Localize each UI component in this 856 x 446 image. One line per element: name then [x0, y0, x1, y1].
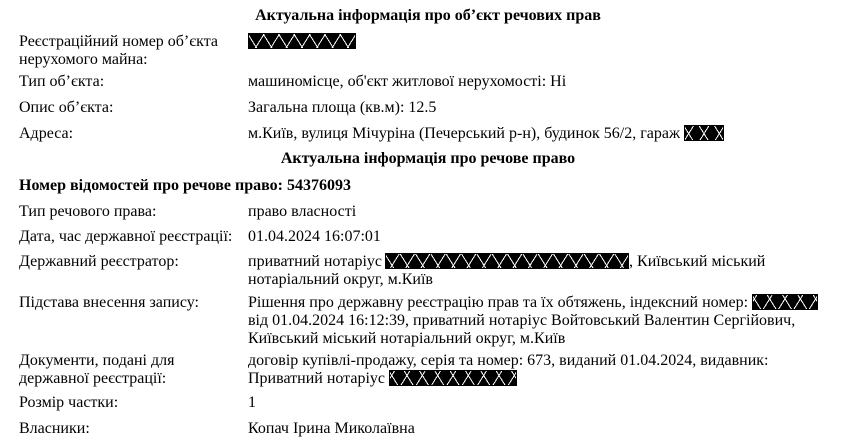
object-description-label: Опис об’єкта: [19, 99, 114, 116]
basis-value [248, 294, 838, 348]
documents-label: Документи, подані для державної реєстрації: [19, 352, 175, 387]
object-section-heading: Актуальна інформація про об’єкт речових прав [255, 7, 601, 24]
basis-label: Підстава внесення запису: [19, 294, 199, 311]
right-type-value: право власності [248, 203, 357, 220]
registration-number-value [248, 33, 848, 51]
address-value [248, 125, 848, 143]
owners-label: Власники: [19, 420, 90, 437]
owners-value: Копач Ірина Миколаївна [248, 420, 415, 437]
object-type-label: Тип об’єкта: [19, 73, 105, 90]
state-registrar-label: Державний реєстратор: [19, 253, 179, 270]
object-type-value: машиномісце, об'єкт житлової нерухомості: Ні [248, 73, 567, 90]
state-registrar-text-after: , Київський міський нотаріальний округ, м.Київ [248, 253, 766, 288]
redaction-mark [389, 370, 517, 386]
basis-text-after: від 01.04.2024 16:12:39, приватний нотаріус Войтовський Валентин Сергійович, Київський міський нотаріальний округ, м.Київ [248, 312, 796, 347]
registration-datetime-value: 01.04.2024 16:07:01 [248, 228, 381, 245]
redaction-mark [248, 33, 356, 49]
address-text: м.Київ, вулиця Мічуріна (Печерський р-н), будинок 56/2, гараж [248, 125, 681, 142]
state-registrar-text-before: приватний нотаріус [248, 253, 383, 270]
right-section-heading: Актуальна інформація про речове право [280, 150, 576, 167]
documents-value [248, 352, 788, 388]
state-registrar-value [248, 253, 788, 289]
object-description-value: Загальна площа (кв.м): 12.5 [248, 99, 437, 116]
basis-text-before: Рішення про державну реєстрацію прав та їх обтяжень, індексний номер: [248, 294, 749, 311]
share-size-label: Розмір частки: [19, 394, 119, 411]
right-type-label: Тип речового права: [19, 203, 157, 220]
record-number: Номер відомостей про речове право: 54376093 [19, 177, 351, 194]
redaction-mark [385, 253, 629, 269]
address-label: Адреса: [19, 125, 74, 142]
documents-text-before: договір купівлі-продажу, серія та номер: 673, виданий 01.04.2024, видавник: Приватний нотаріус [248, 352, 769, 387]
redaction-mark [684, 125, 724, 141]
registration-number-label: Реєстраційний номер об’єкта нерухомого майна: [19, 33, 218, 68]
redaction-mark [752, 294, 818, 310]
registration-datetime-label: Дата, час державної реєстрації: [19, 228, 233, 245]
share-size-value: 1 [248, 394, 256, 411]
